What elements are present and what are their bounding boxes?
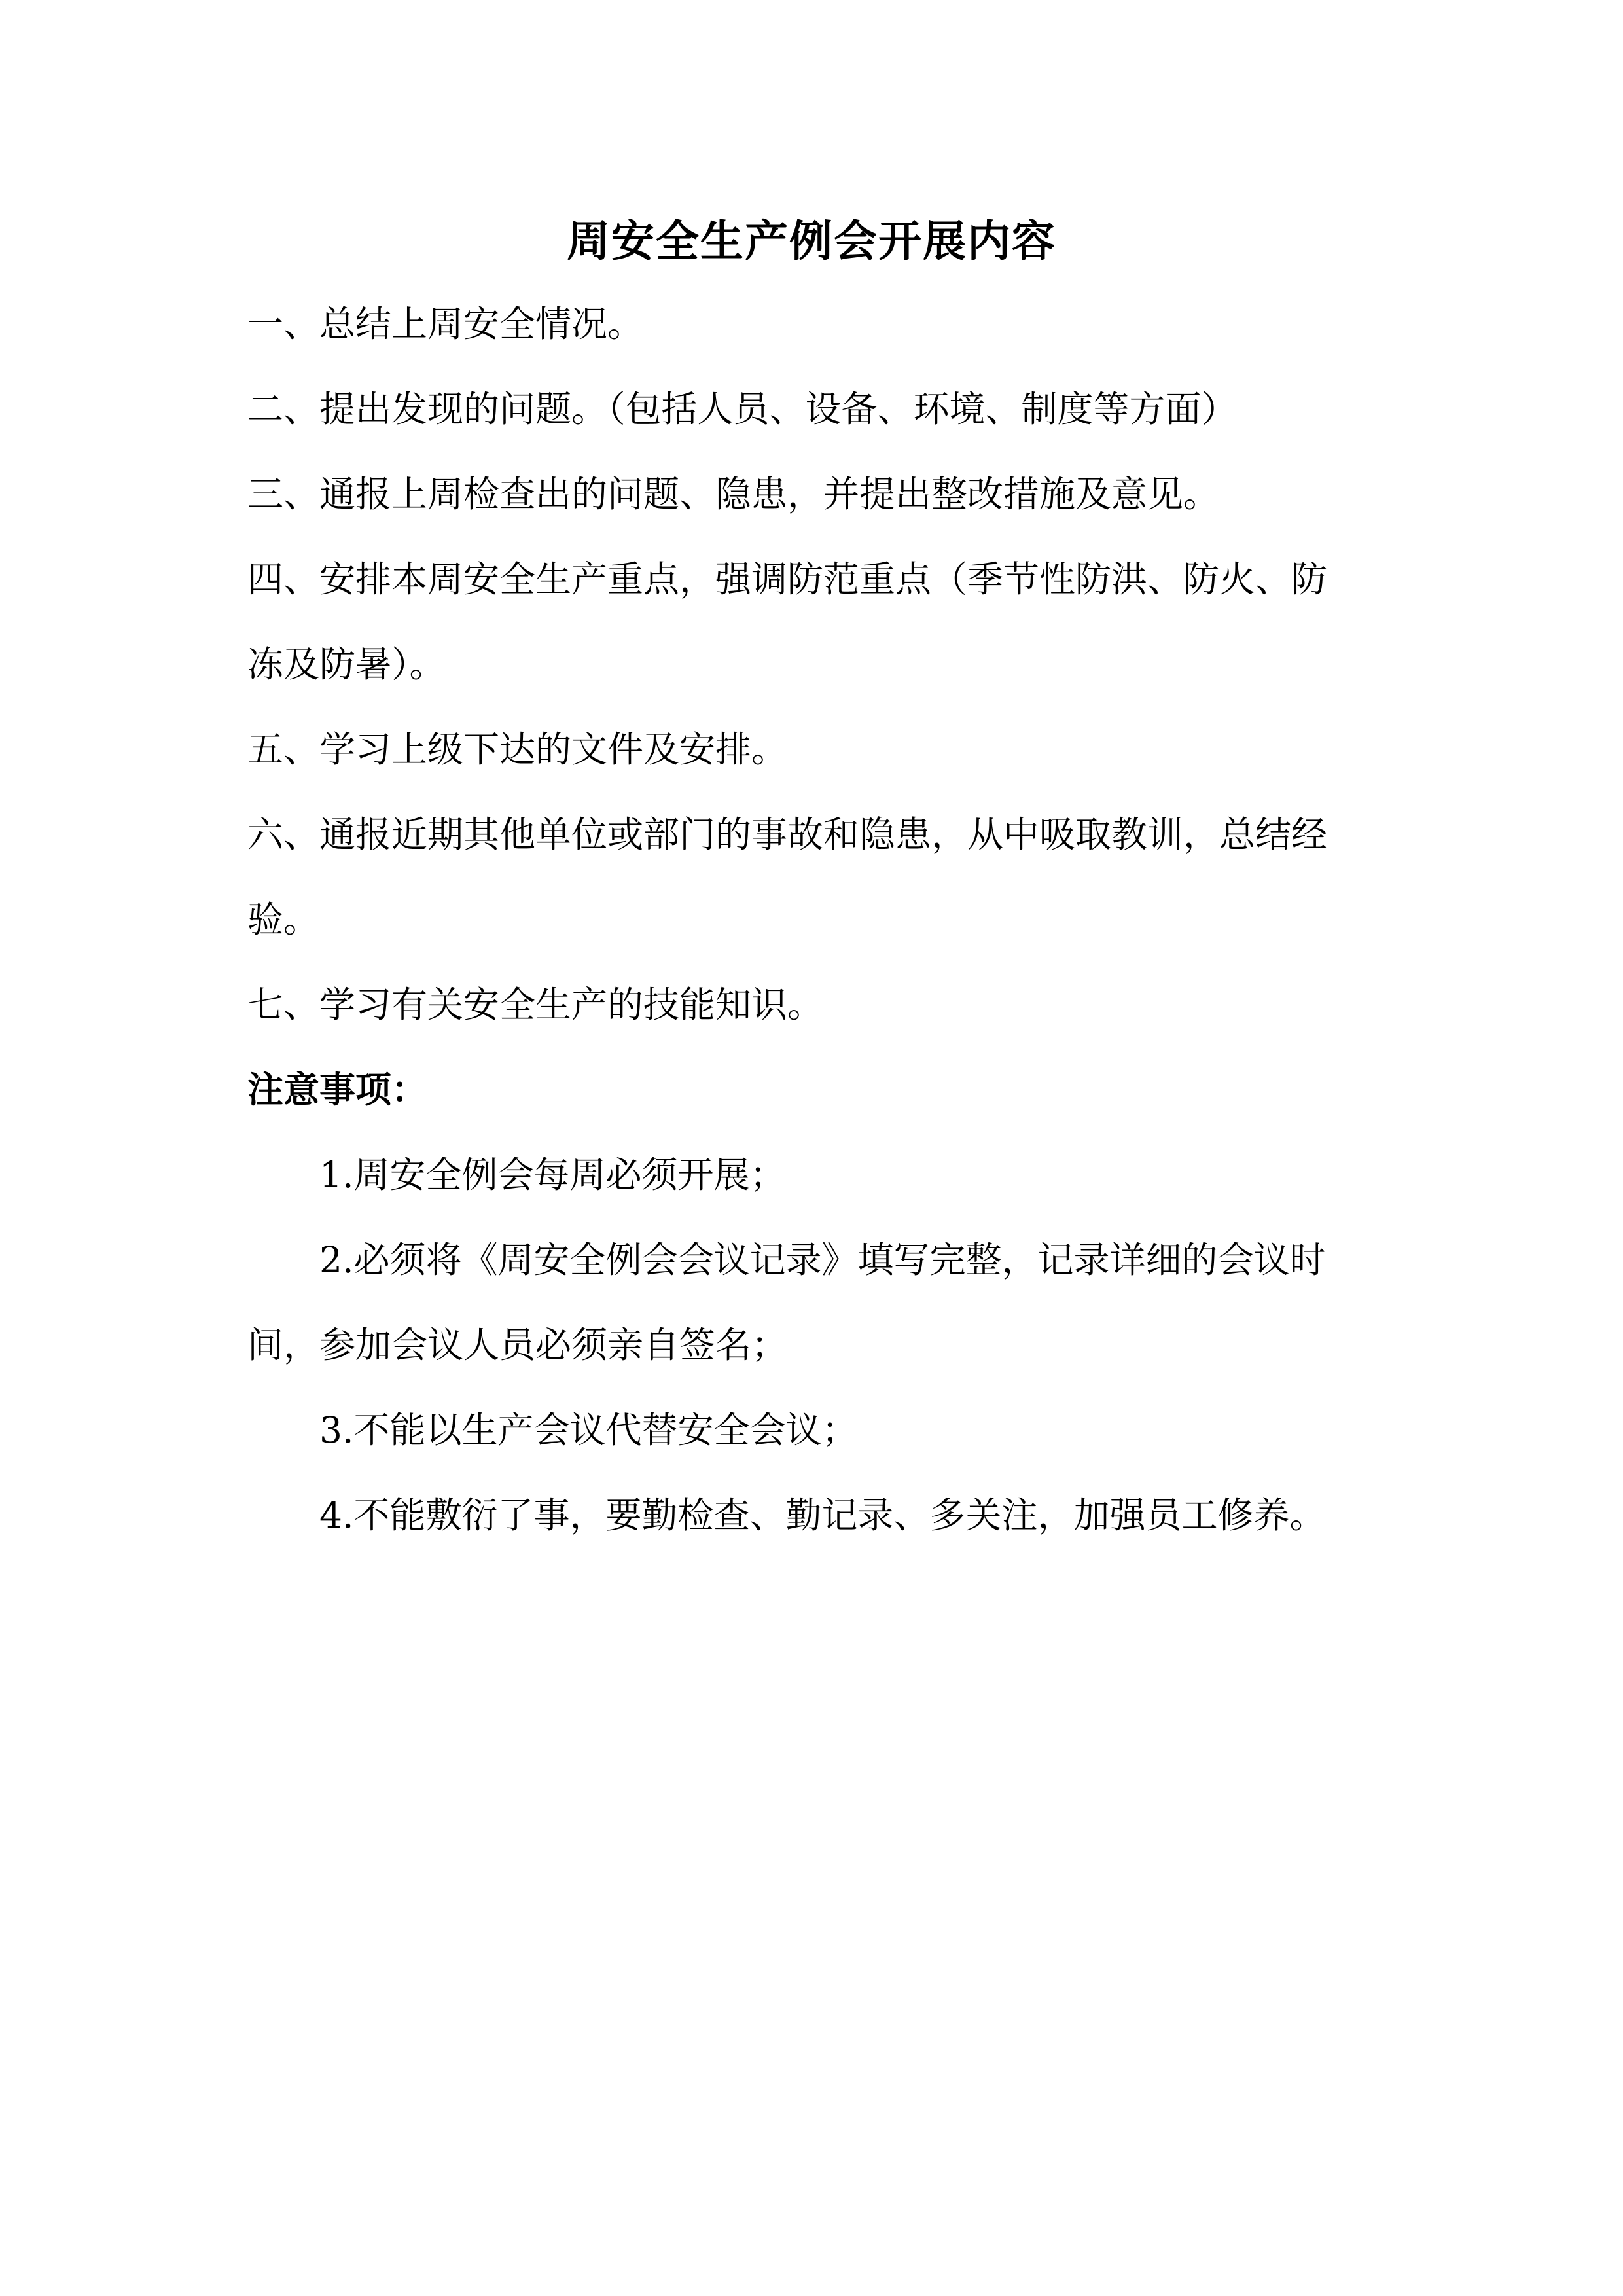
document-title: 周安全生产例会开展内容 xyxy=(567,215,1056,266)
item-1: 一、总结上周安全情况。 xyxy=(247,303,644,345)
item-7: 七、学习有关安全生产的技能知识。 xyxy=(247,984,824,1026)
notes-heading: 注意事项： xyxy=(247,1068,428,1111)
note-2-line-2: 间，参加会议人员必须亲自签名； xyxy=(247,1324,788,1366)
item-2: 二、提出发现的问题。（包括人员、设备、环境、制度等方面） xyxy=(247,388,1238,430)
item-6-line-1: 六、通报近期其他单位或部门的事故和隐患，从中吸取教训，总结经 xyxy=(247,814,1328,855)
note-3: 3.不能以生产会议代替安全会议； xyxy=(319,1409,858,1451)
item-6-line-2: 验。 xyxy=(247,899,320,941)
item-5: 五、学习上级下达的文件及安排。 xyxy=(247,728,788,770)
note-1: 1.周安全例会每周必须开展； xyxy=(319,1154,786,1196)
item-4-line-1: 四、安排本周安全生产重点，强调防范重点（季节性防洪、防火、防 xyxy=(247,558,1328,600)
item-4-line-2: 冻及防暑）。 xyxy=(247,643,446,685)
note-2-line-1: 2.必须将《周安全例会会议记录》填写完整，记录详细的会议时 xyxy=(319,1239,1326,1281)
item-3: 三、通报上周检查出的问题、隐患，并提出整改措施及意见。 xyxy=(247,473,1220,515)
note-4: 4.不能敷衍了事，要勤检查、勤记录、多关注，加强员工修养。 xyxy=(319,1494,1326,1536)
